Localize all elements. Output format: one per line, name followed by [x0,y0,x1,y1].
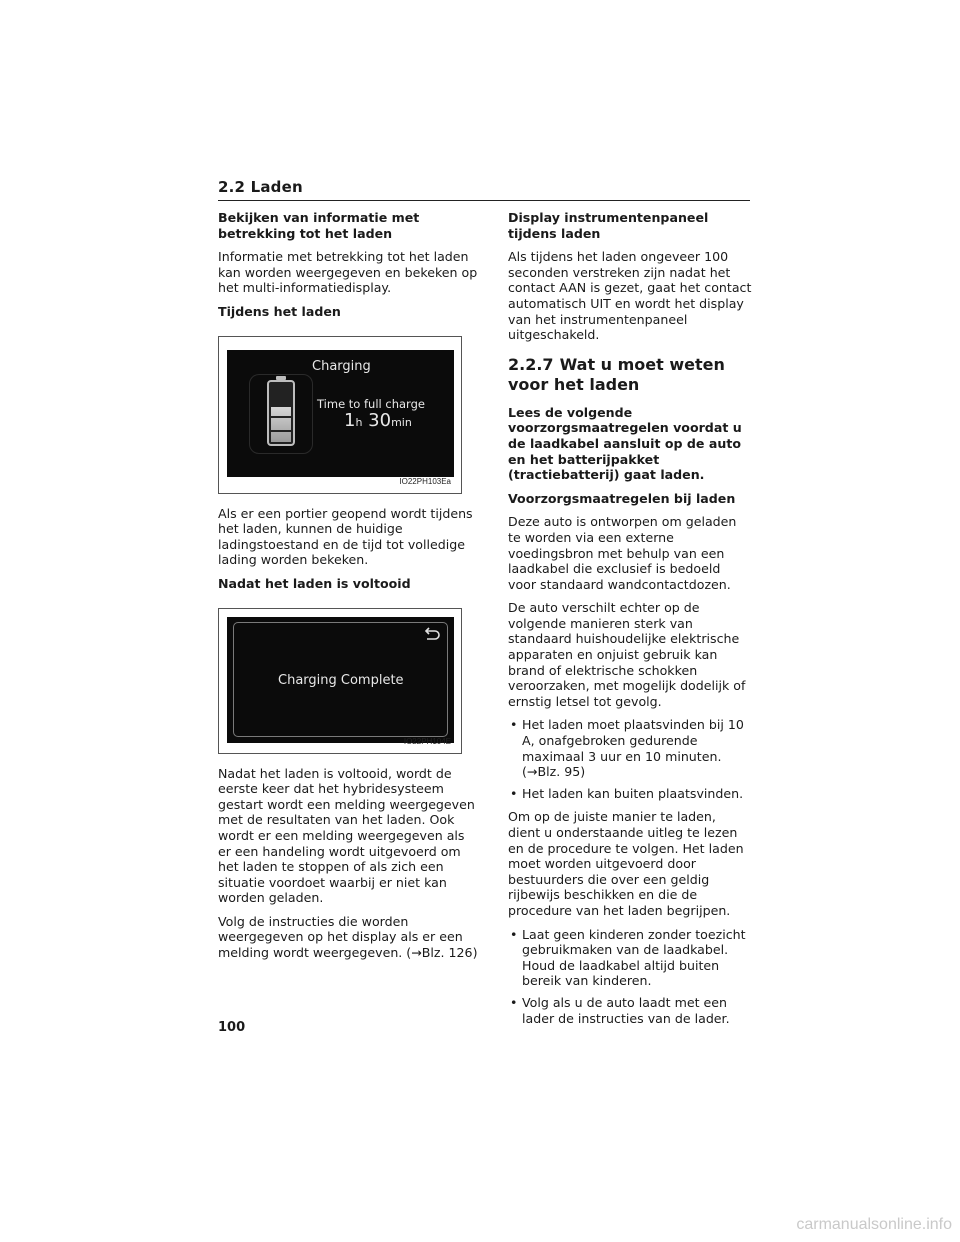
paragraph-instrument-display: Als tijdens het laden ongeveer 100 seconden verstreken zijn nadat het contact AAN is gezet, gaat het contact automatisch UIT en wordt het display van het instrumentenpaneel uitgeschakeld. [508,249,752,343]
minutes-value: 30 [368,409,392,431]
list-item: • Laat geen kinderen zonder toezicht gebruikmaken van de laadkabel. Houd de laadkabel altijd buiten bereik van kinderen. [508,927,752,989]
heading-during-charging: Tijdens het laden [218,303,341,319]
paragraph-differences: De auto verschilt echter op de volgende manieren sterk van standaard huishoudelijke elektrische apparaten en onjuist gebruik kan brand of elektrische schokken veroorzaken, met mogelijk dodelijk of ernstig letsel tot gevolg. [508,600,746,709]
heading-instrument-display: Display instrumentenpaneel tijdens laden [508,210,709,241]
paragraph-intro: Informatie met betrekking tot het laden kan worden weergegeven en bekeken op het multi-informatiedisplay. [218,249,478,296]
paragraph-design: Deze auto is ontworpen om geladen te worden via een externe voedingsbron met behulp van een laadkabel die exclusief is bedoeld voor standaard wandcontactdozen. [508,514,737,592]
charging-title: Charging [312,358,371,374]
heading-after-charging: Nadat het laden is voltooid [218,575,411,591]
charging-complete-title: Charging Complete [278,672,404,688]
battery-segment [269,416,293,418]
back-arrow-icon [423,627,441,641]
battery-icon [267,380,295,446]
section-title: Wat u moet weten voor het laden [508,354,725,394]
list-item: • Volg als u de auto laadt met een lader de instructies van de lader. [508,995,752,1026]
paragraph-after-charge: Nadat het laden is voltooid, wordt de eerste keer dat het hybridesysteem gestart wordt een melding weergegeven met de resultaten van het laden. Ook wordt er een melding weergegeven als er een handeling wordt uitgevoerd om het laden te stoppen of als zich een situatie voordoet waarbij er niet kan worden geladen. [218,765,475,906]
minutes-unit: min [391,415,412,429]
paragraph-follow-instructions: Volg de instructies die worden weergegeven op het display als er een melding wordt weergegeven. (→Blz. 126) [218,913,478,961]
time-to-full-label: Time to full charge [317,396,425,411]
heading-precautions: Voorzorgsmaatregelen bij laden [508,490,736,506]
list-item: • Het laden moet plaatsvinden bij 10 A, onafgebroken gedurende maximaal 3 uur en 10 minuten. (→Blz. 95) [508,717,752,779]
battery-fill [271,407,291,441]
time-readout [344,409,412,431]
section-heading-227 [508,355,752,395]
figure-code: IO22PH103Ea [399,476,451,486]
message-frame [233,622,448,737]
bullet-list-safety [508,927,752,1027]
display-screen [227,350,454,477]
section-heading: 2.2 Laden [218,178,303,196]
heading-read-precautions: Lees de volgende voorzorgsmaatregelen voordat u de laadkabel aansluit op de auto en het batterijpakket (tractiebatterij) gaat laden. [508,404,742,483]
list-item: • Het laden kan buiten plaatsvinden. [508,786,752,802]
figure-charging-display [218,336,462,494]
left-column [218,210,480,969]
display-screen [227,617,454,743]
right-column [508,210,752,1034]
bullet-list-charging [508,717,752,801]
page-header [218,178,750,201]
battery-segment [269,430,293,432]
battery-terminal [276,376,286,380]
figure-charging-complete [218,608,462,754]
battery-segment [269,400,293,402]
watermark: carmanualsonline.info [796,1216,952,1233]
paragraph-procedure: Om op de juiste manier te laden, dient u onderstaande uitleg te lezen en de procedure te volgen. Het laden moet worden uitgevoerd door bestuurders die over een geldig rijbewijs beschikken en die de procedure van het laden begrijpen. [508,809,744,918]
hours-unit: h [355,415,363,429]
section-number: 2.2.7 [508,354,554,374]
paragraph-door-open: Als er een portier geopend wordt tijdens het laden, kunnen de huidige ladingstoestand en de tijd tot volledige lading worden bekeken. [218,505,473,568]
header-rule [218,200,750,201]
page-number: 100 [218,1020,246,1035]
figure-code: IO22PH104E [403,736,451,746]
heading-viewing-info: Bekijken van informatie met betrekking tot het laden [218,210,420,241]
hours-value: 1 [344,409,356,431]
